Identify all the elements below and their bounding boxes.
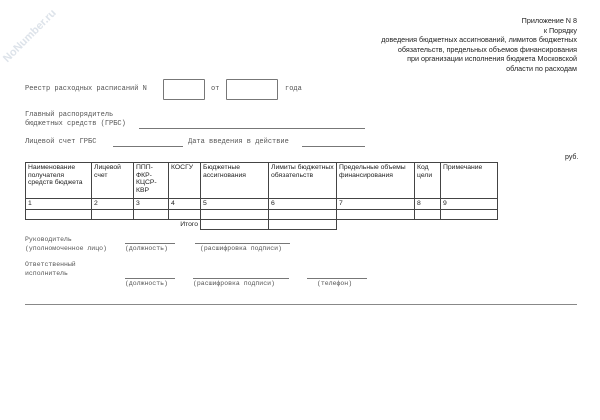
- table-row: [26, 209, 498, 219]
- col-header: КОСГУ: [169, 163, 201, 199]
- header-line: доведения бюджетных ассигнований, лимитов бюджетных: [381, 35, 577, 45]
- table-header-row: [26, 163, 498, 199]
- watermark: NoNumber.ru: [0, 7, 59, 65]
- exec-label-line2: исполнитель: [25, 270, 68, 277]
- exec-decoding-field[interactable]: [193, 278, 289, 279]
- head-decoding-field[interactable]: [195, 243, 290, 244]
- cell[interactable]: [201, 209, 269, 219]
- col-header: ППП-ФКР-КЦСР-КВР: [134, 163, 169, 199]
- col-number: 7: [337, 199, 415, 210]
- col-header: Наименование получателя средств бюджета: [26, 163, 92, 199]
- col-header: Код цели: [415, 163, 441, 199]
- header-line: области по расходам: [506, 63, 577, 73]
- col-header: Примечание: [441, 163, 498, 199]
- registry-year-label: года: [285, 85, 302, 93]
- grbs-label-line1: Главный распорядитель: [25, 111, 114, 119]
- exec-position-field[interactable]: [125, 278, 175, 279]
- bottom-divider: [25, 304, 577, 305]
- head-label-line2: (уполномоченное лицо): [25, 245, 107, 252]
- header-line: обязательств, предельных объемов финансирования: [397, 44, 577, 54]
- head-position-field[interactable]: [125, 243, 175, 244]
- date-label: Дата введения в действие: [188, 138, 289, 146]
- total-label: Итого: [169, 219, 201, 229]
- col-header: Бюджетные ассигнования: [201, 163, 269, 199]
- grbs-label-line2: бюджетных средств (ГРБС): [25, 120, 126, 128]
- col-header: Лицевой счет: [92, 163, 134, 199]
- registry-number-field[interactable]: [163, 79, 205, 100]
- cell[interactable]: [134, 209, 169, 219]
- header-line: Приложение N 8: [521, 16, 577, 25]
- exec-label-line1: Ответственный: [25, 261, 76, 268]
- col-number: 6: [269, 199, 337, 210]
- account-label: Лицевой счет ГРБС: [25, 138, 97, 146]
- appendix-header: [381, 16, 577, 74]
- cell[interactable]: [169, 209, 201, 219]
- col-number: 8: [415, 199, 441, 210]
- cell[interactable]: [269, 209, 337, 219]
- exec-phone-field[interactable]: [307, 278, 367, 279]
- exec-decoding-caption: (расшифровка подписи): [193, 280, 275, 287]
- col-number: 1: [26, 199, 92, 210]
- cell[interactable]: [92, 209, 134, 219]
- head-position-caption: (должность): [125, 245, 168, 252]
- header-line: к Порядку: [543, 25, 577, 35]
- head-label-line1: Руководитель: [25, 236, 72, 243]
- total-cell[interactable]: [269, 219, 337, 229]
- table-number-row: [26, 199, 498, 210]
- head-decoding-caption: (расшифровка подписи): [200, 245, 282, 252]
- cell[interactable]: [337, 209, 415, 219]
- cell[interactable]: [415, 209, 441, 219]
- exec-phone-caption: (телефон): [317, 280, 353, 287]
- header-line: при организации исполнения бюджета Московской: [407, 54, 577, 64]
- total-row: [26, 219, 498, 229]
- grbs-field[interactable]: [139, 128, 365, 129]
- col-number: 2: [92, 199, 134, 210]
- exec-position-caption: (должность): [125, 280, 168, 287]
- col-header: Лимиты бюджетных обязательств: [269, 163, 337, 199]
- col-number: 5: [201, 199, 269, 210]
- account-field[interactable]: [113, 146, 183, 147]
- total-cell[interactable]: [201, 219, 269, 229]
- col-number: 3: [134, 199, 169, 210]
- col-header: Предельные объемы финансирования: [337, 163, 415, 199]
- date-field[interactable]: [302, 146, 365, 147]
- col-number: 9: [441, 199, 498, 210]
- registry-label: Реестр расходных расписаний N: [25, 85, 147, 93]
- currency-label: руб.: [565, 154, 579, 161]
- budget-table: [25, 162, 498, 230]
- cell[interactable]: [441, 209, 498, 219]
- registry-from-label: от: [211, 85, 220, 93]
- cell[interactable]: [26, 209, 92, 219]
- col-number: 4: [169, 199, 201, 210]
- registry-date-field[interactable]: [226, 79, 278, 100]
